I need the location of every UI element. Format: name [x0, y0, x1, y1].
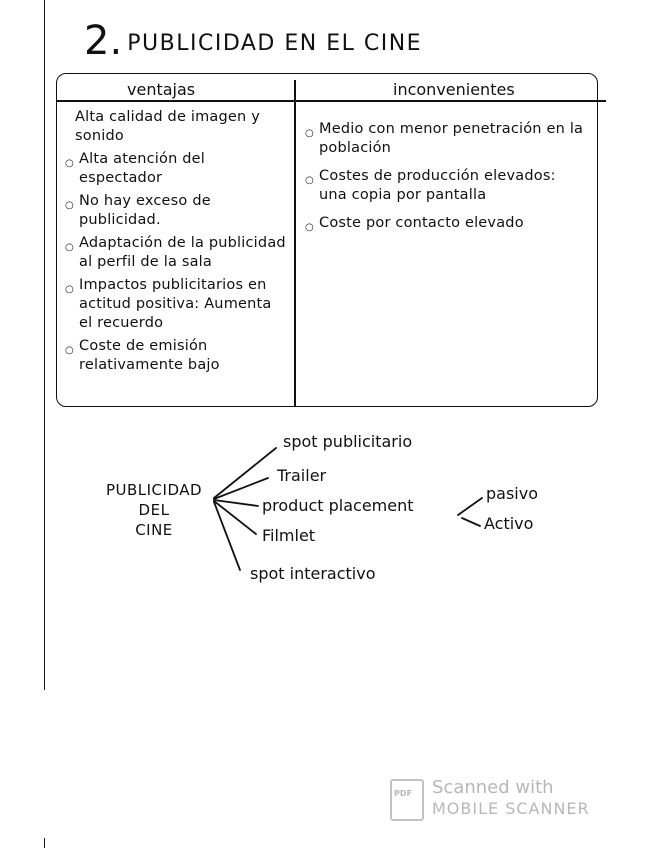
inconveniente-text: Medio con menor penetración en la población [319, 121, 584, 156]
bullet-icon: ○ [305, 128, 314, 139]
connector-pasivo [458, 498, 482, 515]
ventaja-text: No hay exceso de publicidad. [79, 193, 211, 228]
sub-branch-activo: Activo [484, 514, 534, 533]
root-line-2: DEL [138, 501, 170, 519]
bullet-icon: ○ [65, 345, 74, 356]
branch-spot-publicitario: spot publicitario [283, 432, 413, 451]
header-inconvenientes: inconvenientes [393, 80, 515, 99]
bullet-icon: ○ [65, 284, 74, 295]
bullet-icon: ○ [305, 222, 314, 233]
sub-branch-pasivo: pasivo [486, 484, 538, 503]
inconveniente-text: Costes de producción elevados: una copia por pantalla [319, 168, 556, 203]
connector-trailer [214, 478, 268, 499]
inconveniente-text: Coste por contacto elevado [319, 215, 524, 231]
scanner-watermark [390, 777, 590, 823]
bullet-icon: ○ [305, 175, 314, 186]
branch-spot-interactivo: spot interactivo [250, 564, 376, 583]
title-number: 2. [84, 18, 123, 64]
connector-spot-publicitario [214, 448, 276, 498]
branch-trailer: Trailer [277, 466, 327, 485]
title-text: PUBLICIDAD EN EL CINE [127, 31, 423, 56]
watermark-line-2: MOBILE SCANNER [432, 799, 590, 818]
watermark-line-1: Scanned with [432, 777, 554, 798]
root-line-1: PUBLICIDAD [105, 481, 203, 499]
ventaja-text: Coste de emisión relativamente bajo [79, 338, 220, 373]
bullet-icon: ○ [65, 158, 74, 169]
pdf-icon-label: PDF [394, 789, 412, 798]
branch-filmlet: Filmlet [262, 526, 316, 545]
branch-product-placement: product placement [262, 496, 414, 515]
connector-activo [462, 518, 480, 526]
ventaja-text: Alta atención del espectador [79, 151, 206, 186]
root-line-3: CINE [135, 521, 173, 539]
ventaja-text: Alta calidad de imagen y sonido [75, 109, 261, 144]
header-ventajas: ventajas [127, 80, 196, 99]
diagram-root [92, 480, 216, 540]
ventaja-text: Impactos publicitarios en actitud positiva: Aumenta el recuerdo [79, 277, 272, 331]
pdf-document-icon [390, 779, 424, 821]
bullet-icon: ○ [65, 242, 74, 253]
ventaja-text: Adaptación de la publicidad al perfil de la sala [79, 235, 286, 270]
bullet-icon: ○ [65, 200, 74, 211]
